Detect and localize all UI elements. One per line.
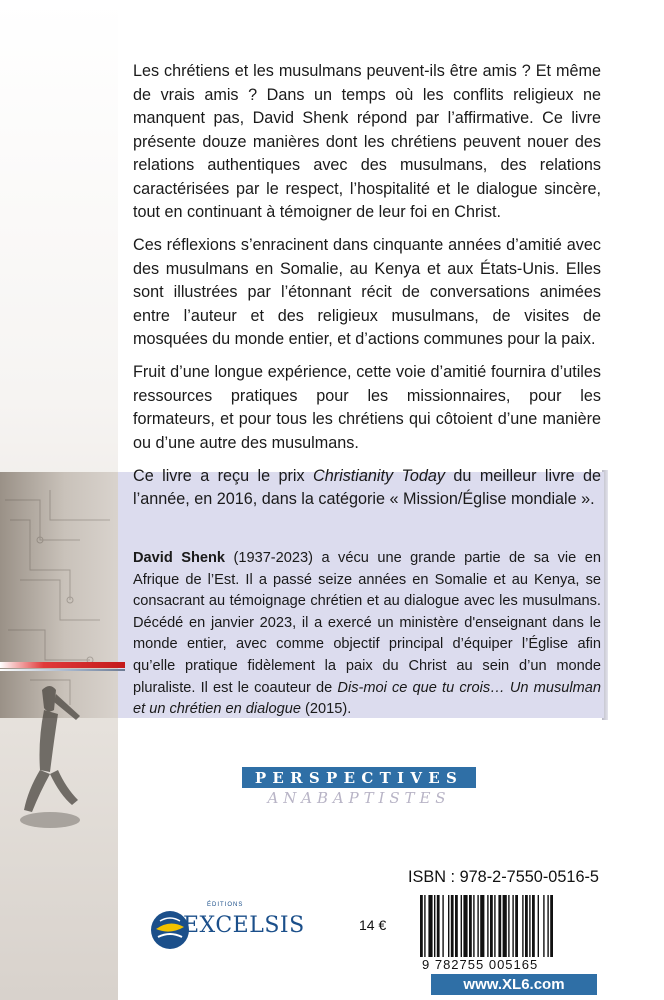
price: 14 € [359,917,387,933]
barcode-bar [543,895,544,957]
description-paragraph-1: Les chrétiens et les musulmans peuvent-ils être amis ? Et même de vrais amis ? Dans un temps où les conflits religieux ne manquent pas, David Shenk répond par l’affirmative. Ce livre présente douze manières dont les chrétiens peuvent nouer des relations authentiques avec des musulmans, des relations caractérisées par le respect, l’hospitalité et le dialogue sincère, tout en continuant à témoigner de leur foi en Christ. [133,62,601,221]
barcode-bar [550,895,553,957]
barcode-bar [437,895,440,957]
barcode-bar [538,895,539,957]
barcode-bar [463,895,467,957]
description-paragraph-2: Ces réflexions s’enracinent dans cinquante années d’amitié avec des musulmans en Somalie, au Kenya et aux États-Unis. Elles sont illustrées par l’étonnant récit de conversations animées entre l’auteur et des religieux musulmans, de visites de mosquées du monde entier, et d’actions communes pour la paix. [133,236,601,348]
barcode-bar [529,895,530,957]
barcode-bar [532,895,535,957]
publisher-sub: ÉDITIONS [207,902,244,908]
award-text-after: du meilleur livre de l’année, en 2016, dans la catégorie « Mission/Église mondiale ». [133,466,602,508]
author-bio [133,548,601,721]
barcode-bar [428,895,432,957]
author-name: David Shenk [133,550,226,566]
barcode-bar [461,895,462,957]
figure-illustration [10,680,100,840]
barcode-bar [522,895,523,957]
barcode-bar [490,895,493,957]
barcode-bar [547,895,548,957]
description-text [133,60,601,521]
coauthored-book-title: Dis-moi ce que tu crois… Un musulman et un chrétien en dialogue [133,679,601,718]
barcode-bar [442,895,443,957]
publisher-name: EXCELSIS [183,913,305,938]
barcode-bar [508,895,509,957]
author-bio-part2: (2015). [300,701,352,718]
website-link[interactable]: www.XL6.com [431,974,597,995]
award-magazine-title: Christianity Today [313,466,445,485]
blue-accent-line [0,669,125,671]
barcode-bar [503,895,507,957]
barcode-bar [420,895,423,957]
collection-line1: PERSPECTIVES [242,767,476,788]
collection-line2: ANABAPTISTES [267,789,451,807]
award-paragraph [133,465,601,512]
red-accent-line [0,662,125,668]
isbn: ISBN : 978-2-7550-0516-5 [408,868,599,886]
barcode-bar [494,895,495,957]
award-text-before: Ce livre a reçu le prix [133,466,314,485]
barcode-bar [473,895,474,957]
barcode-bar [424,895,425,957]
barcode-bar [448,895,449,957]
barcode-bar [434,895,435,957]
barcode-bar [469,895,472,957]
collection-logo [242,767,476,807]
barcode-number: 9 782755 005165 [422,957,539,972]
barcode-bar [515,895,518,957]
barcode-bar [512,895,513,957]
barcode-bar [477,895,478,957]
barcode-bar [451,895,454,957]
barcode-bar [525,895,528,957]
description-paragraph-3: Fruit d’une longue expérience, cette voie d’amitié fournira d’utiles ressources pratiques pour les missionnaires, pour les formateurs, et pour tous les chrétiens qui côtoient d’une manière ou d’une autre des musulmans. [133,363,601,452]
barcode-bar [487,895,488,957]
barcode-bar [498,895,501,957]
author-bio-part1: (1937-2023) a vécu une grande partie de sa vie en Afrique de l’Est. Il a passé seize années en Somalie et au Kenya, se consacrant au témoignage chrétien et au dialogue avec les musulmans. Décédé en janvier 2023, il a exercé un ministère d'enseignant dans le monde entier, avec comme objectif principal d’équiper l’Église afin qu’elle pratique fidèlement la paix du Christ au sein d’un monde pluraliste. Il est le coauteur de [133,550,601,696]
barcode-bar [455,895,458,957]
barcode-bar [480,895,484,957]
